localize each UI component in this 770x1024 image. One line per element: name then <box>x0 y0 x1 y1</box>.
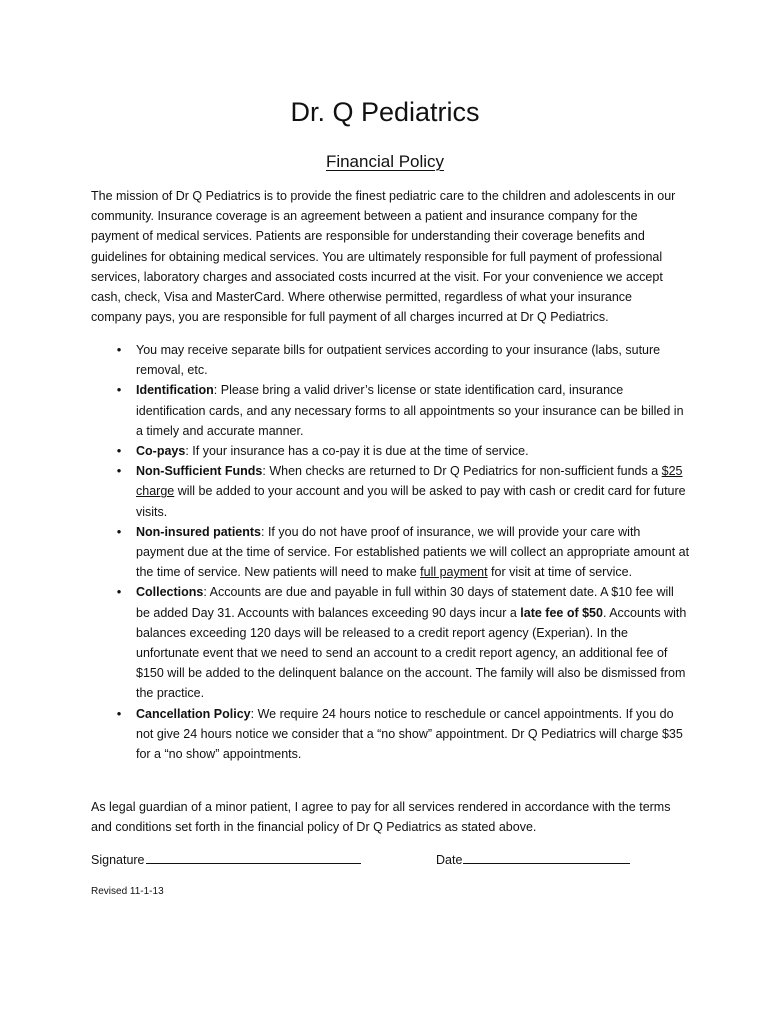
page-title: Dr. Q Pediatrics <box>290 97 480 127</box>
list-item <box>91 522 691 583</box>
bullet-icon: • <box>116 523 122 539</box>
list-item-label: Co-pays <box>136 444 186 459</box>
list-item <box>91 340 691 380</box>
date-line[interactable] <box>463 851 630 864</box>
bullet-icon: • <box>116 705 122 721</box>
page-subtitle <box>0 150 770 174</box>
signature-row <box>91 850 691 870</box>
list-item-text: : If you do not have proof of insurance, we will provide your care with payment due at the time of service. For established patients we will collect an appropriate amount at the time of service. New patients will need to make <box>136 524 690 580</box>
subtitle-text: Financial Policy <box>325 152 445 171</box>
closing-paragraph: As legal guardian of a minor patient, I agree to pay for all services rendered in accordance with the terms and conditions set forth in the financial policy of Dr Q Pediatrics as stated above. <box>91 800 671 835</box>
bullet-icon: • <box>116 382 122 398</box>
signature-line[interactable] <box>146 851 361 864</box>
bullet-icon: • <box>116 443 122 459</box>
list-item-text-after: will be added to your account and you will be asked to pay with cash or credit card for future visits. <box>136 484 686 519</box>
list-item-text-after: for visit at time of service. <box>487 565 633 580</box>
list-item-text: : When checks are returned to Dr Q Pediatrics for non-sufficient funds a <box>262 464 662 479</box>
list-item-label: Non-Sufficient Funds <box>136 464 263 479</box>
list-item <box>91 380 691 441</box>
intro-paragraph: The mission of Dr Q Pediatrics is to provide the finest pediatric care to the children and adolescents in our community. Insurance coverage is an agreement between a patient and insurance company for the payment of medical services. Patients are responsible for understanding their coverage benefits and guidelines for obtaining medical services. You are ultimately responsible for full payment of professional services, laboratory charges and associated costs incurred at the visit. For your convenience we accept cash, check, Visa and MasterCard. Where otherwise permitted, regardless of what your insurance company pays, you are responsible for full payment of all charges incurred at Dr Q Pediatrics. <box>91 189 676 325</box>
bullet-icon: • <box>116 584 122 600</box>
list-item-label: Cancellation Policy <box>136 706 251 721</box>
list-item-text: : Accounts are due and payable in full within 30 days of statement date. A $10 fee will be added Day 31. Accounts with balances exceeding 90 days incur a <box>136 585 674 620</box>
list-item-text: : We require 24 hours notice to reschedule or cancel appointments. If you do not give 24 hours notice we consider that a “no show” appointment. Dr Q Pediatrics will charge $35 for a “no show” appointments. <box>136 706 683 762</box>
list-item-text: : Please bring a valid driver’s license or state identification card, insurance identification cards, and any necessary forms to all appointments so your insurance can be billed in a timely and accurate manner. <box>136 383 684 438</box>
list-item <box>91 441 691 461</box>
underlined-full-payment: full payment <box>420 565 488 580</box>
list-item-label: Identification <box>136 383 214 398</box>
list-item-label: Collections <box>136 585 204 600</box>
policy-list <box>91 340 691 764</box>
list-item-text: You may receive separate bills for outpatient services according to your insurance (labs, suture removal, etc. <box>136 343 661 378</box>
list-item <box>91 582 691 703</box>
signature-label: Signature <box>91 853 145 867</box>
date-field <box>436 850 630 870</box>
late-fee-text: late fee of $50 <box>520 605 603 620</box>
date-label: Date <box>436 853 463 867</box>
signature-field <box>91 850 361 870</box>
list-item <box>91 461 691 522</box>
underlined-charge: $25 charge <box>136 464 683 499</box>
list-item-label: Non-insured patients <box>136 524 262 539</box>
bullet-icon: • <box>116 463 122 479</box>
list-item <box>91 704 691 765</box>
revision-note: Revised 11-1-13 <box>91 886 164 897</box>
list-item-text-after: . Accounts with balances exceeding 120 days will be released to a credit report agency (Experian). In the unfortunate event that we need to send an account to a credit report agency, an additional fee of $150 will be added to the delinquent balance on the account. The family will also be dismissed from the practice. <box>136 605 687 701</box>
list-item-text: : If your insurance has a co-pay it is due at the time of service. <box>185 444 529 459</box>
bullet-icon: • <box>116 342 122 357</box>
